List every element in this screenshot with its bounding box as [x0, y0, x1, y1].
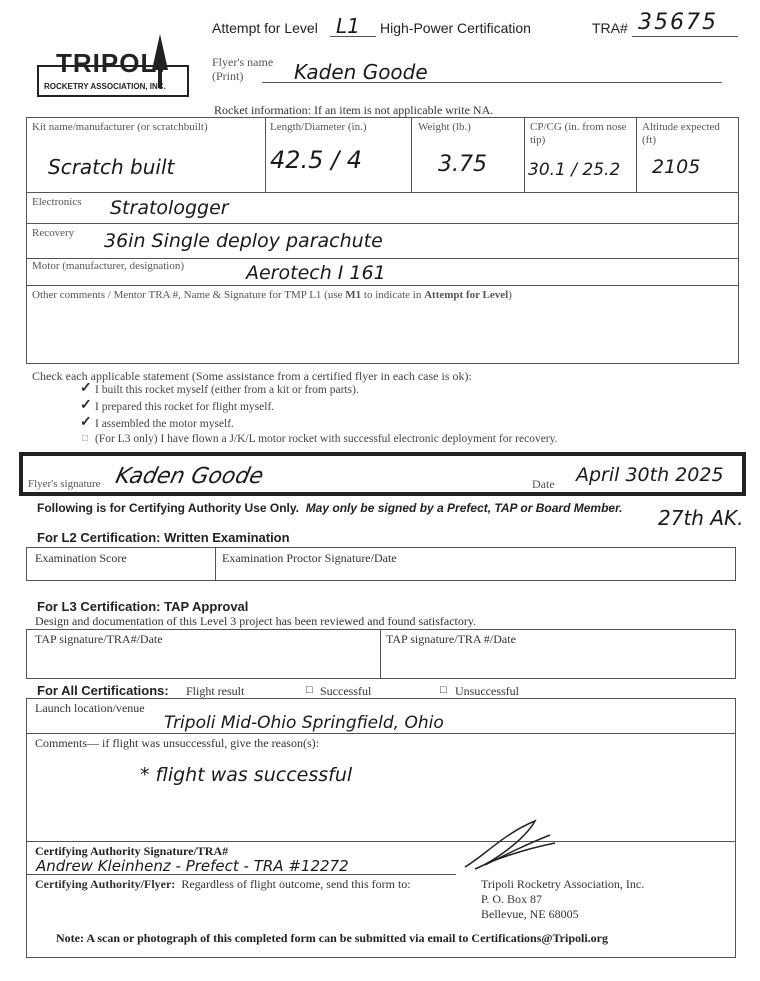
rocket-info-intro: Rocket information: If an item is not applicable write NA. — [214, 103, 494, 117]
length-value: 42.5 / 4 — [270, 146, 363, 174]
cpcg-label: CP/CG (in. from nose tip) — [530, 121, 627, 146]
statement-check-2[interactable]: ✓ — [80, 398, 92, 413]
weight-label: Weight (lb.) — [418, 121, 471, 133]
statements-intro: Check each applicable statement (Some assistance from a certified flyer in each case is ok): — [32, 369, 472, 383]
flight-comments-value: * flight was successful — [140, 764, 353, 786]
comments-label: Other comments / Mentor TRA #, Name & Signature for TMP L1 (use M1 to indicate in Attempt for Level) — [32, 289, 512, 301]
statement-2: I prepared this rocket for flight myself. — [95, 401, 275, 413]
recovery-value: 36in Single deploy parachute — [104, 230, 383, 252]
venue-value: Tripoli Mid-Ohio Springfield, Ohio — [164, 713, 444, 733]
authority-value: Andrew Kleinhenz - Prefect - TRA #12272 — [36, 857, 349, 875]
l3-heading: For L3 Certification: TAP Approval — [37, 599, 249, 614]
tap1-label: TAP signature/TRA#/Date — [35, 632, 163, 646]
weight-value: 3.75 — [438, 152, 487, 177]
statement-checkbox-4[interactable]: □ — [82, 433, 89, 444]
authority-scribble-icon — [455, 815, 565, 875]
signature-label: Flyer's signature — [28, 478, 101, 490]
level-value: L1 — [336, 14, 360, 38]
altitude-label: Altitude expected (ft) — [642, 121, 720, 146]
logo-subtitle: ROCKETRY ASSOCIATION, INC. — [44, 82, 166, 91]
tap2-label: TAP signature/TRA #/Date — [386, 632, 516, 646]
l3-description: Design and documentation of this Level 3 project has been reviewed and found satisfactory. — [35, 614, 477, 628]
l2-heading: For L2 Certification: Written Examination — [37, 530, 290, 545]
certifying-notice: Following is for Certifying Authority Use Only. May only be signed by a Prefect, TAP or Board Member. — [37, 501, 623, 515]
flyer-print-label: (Print) — [212, 69, 244, 83]
successful-checkbox[interactable]: □ — [306, 684, 313, 696]
successful-label: Successful — [320, 684, 372, 698]
flyer-name-value: Kaden Goode — [294, 60, 428, 84]
logo-name: TRIPOLI — [56, 48, 166, 78]
attempt-label: Attempt for Level — [212, 20, 318, 36]
exam-score-label: Examination Score — [35, 551, 127, 565]
motor-label: Motor (manufacturer, designation) — [32, 260, 184, 272]
length-label: Length/Diameter (in.) — [270, 121, 367, 133]
altitude-value: 2105 — [652, 156, 701, 178]
cpcg-value: 30.1 / 25.2 — [528, 160, 621, 180]
venue-label: Launch location/venue — [35, 701, 145, 715]
statement-check-1[interactable]: ✓ — [80, 381, 92, 396]
electronics-label: Electronics — [32, 196, 82, 208]
electronics-value: Stratologger — [110, 197, 229, 219]
kit-label: Kit name/manufacturer (or scratchbuilt) — [32, 121, 208, 133]
email-note: Note: A scan or photograph of this completed form can be submitted via email to Certifications@Tripoli.org — [56, 931, 609, 945]
tra-value: 35675 — [638, 10, 718, 35]
tripoli-logo — [32, 30, 192, 100]
flyer-name-label: Flyer's name — [212, 55, 274, 69]
date-label: Date — [532, 477, 555, 491]
unsuccessful-checkbox[interactable]: □ — [440, 684, 447, 696]
address-line-3: Bellevue, NE 68005 — [481, 907, 579, 921]
flight-comments-label: Comments— if flight was unsuccessful, give the reason(s): — [35, 736, 319, 750]
statement-3: I assembled the motor myself. — [95, 418, 234, 430]
statement-check-3[interactable]: ✓ — [80, 415, 92, 430]
signature-value: Kaden Goode — [113, 464, 266, 489]
recovery-label: Recovery — [32, 227, 75, 239]
flight-result-label: Flight result — [186, 684, 245, 698]
statement-1: I built this rocket myself (either from a kit or from parts). — [95, 384, 359, 396]
authority-label: Certifying Authority Signature/TRA# — [35, 844, 229, 858]
address-line-2: P. O. Box 87 — [481, 892, 543, 906]
certifying-initials: 27th AK. — [658, 506, 744, 530]
date-value: April 30th 2025 — [576, 464, 724, 486]
send-instruction: Certifying Authority/Flyer: Regardless of flight outcome, send this form to: — [35, 877, 411, 891]
kit-value: Scratch built — [48, 155, 175, 179]
motor-value: Aerotech I 161 — [246, 262, 386, 284]
address-line-1: Tripoli Rocketry Association, Inc. — [481, 877, 645, 891]
tra-label: TRA# — [592, 20, 628, 36]
statement-4: (For L3 only) I have flown a J/K/L motor rocket with successful electronic deployment for recovery. — [95, 433, 558, 445]
exam-proctor-label: Examination Proctor Signature/Date — [222, 551, 397, 565]
cert-title: High-Power Certification — [380, 20, 531, 36]
all-heading: For All Certifications: — [37, 683, 169, 698]
unsuccessful-label: Unsuccessful — [455, 684, 519, 698]
